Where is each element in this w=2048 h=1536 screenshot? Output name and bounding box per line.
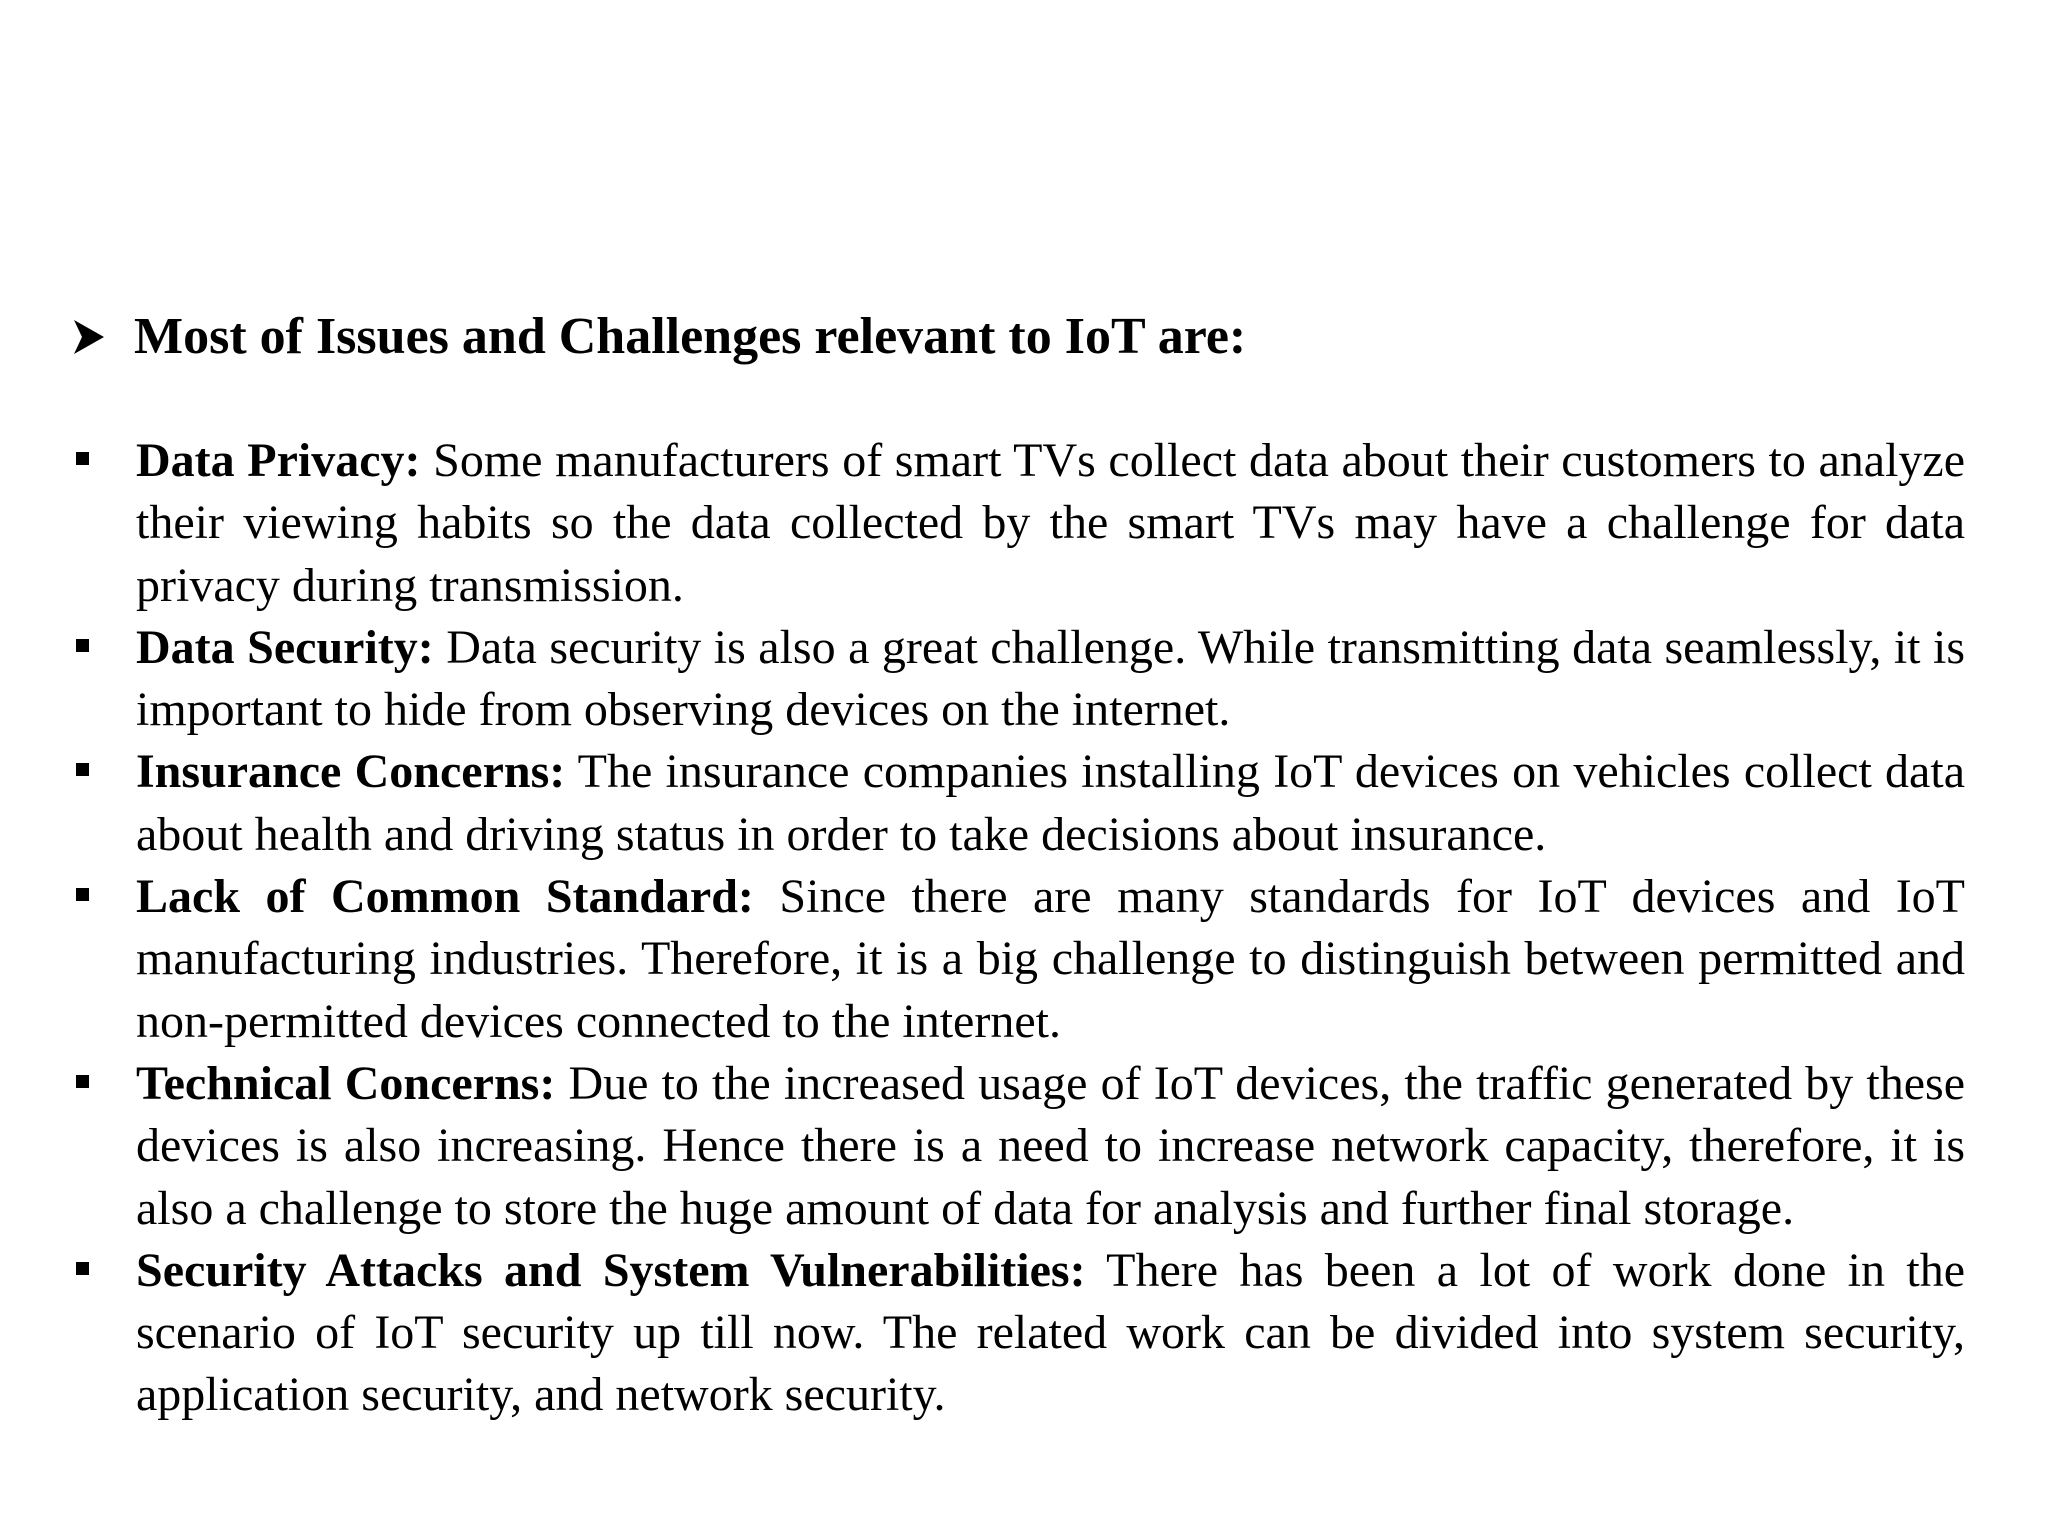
- item-title: Data Privacy:: [136, 434, 421, 487]
- item-text: The insurance companies installing IoT devices on vehicles collect data about health and driving status in order to take decisions about insurance.: [136, 745, 1966, 861]
- heading-row: [72, 306, 1972, 368]
- square-bullet-icon: [76, 1262, 89, 1275]
- item-title: Security Attacks and System Vulnerabilities:: [136, 1243, 1086, 1297]
- item-text: Some manufacturers of smart TVs collect data about their customers to analyze their viewing habits so the data collected by the smart TVs may have a challenge for data privacy during transmission.: [136, 434, 1966, 612]
- list-item-security-attacks: [72, 1240, 1965, 1427]
- list-item-insurance-concerns: [72, 741, 1965, 866]
- item-title: Insurance Concerns:: [136, 745, 566, 799]
- square-bullet-icon: [76, 763, 89, 776]
- list-item-data-security: [72, 617, 1965, 742]
- arrow-bullet-icon: [72, 317, 134, 357]
- item-title: Technical Concerns:: [136, 1056, 556, 1110]
- list-item-technical-concerns: [72, 1053, 1965, 1240]
- item-title: Data Security:: [136, 620, 434, 674]
- list-item-data-privacy: [72, 430, 1965, 617]
- square-bullet-icon: [76, 452, 89, 465]
- square-bullet-icon: [76, 1075, 89, 1088]
- item-title: Lack of Common Standard:: [136, 870, 754, 924]
- challenges-list: [72, 430, 1965, 1427]
- item-text: Since there are many standards for IoT devices and IoT manufacturing industries. Therefore, it is a big challenge to distinguish between permitted and non-permitted devices connected to the internet.: [136, 870, 1966, 1048]
- item-text: Data security is also a great challenge. While transmitting data seamlessly, it is important to hide from observing devices on the internet.: [136, 620, 1966, 737]
- square-bullet-icon: [76, 639, 89, 652]
- square-bullet-icon: [76, 888, 89, 901]
- slide-heading: Most of Issues and Challenges relevant to IoT are:: [134, 308, 1247, 365]
- item-text: Due to the increased usage of IoT devices, the traffic generated by these devices is also increasing. Hence there is a need to increase network capacity, therefore, it is also a challenge to store the huge amount of data for analysis and further final storage.: [136, 1056, 1966, 1235]
- list-item-lack-of-common-standard: [72, 866, 1965, 1053]
- item-text: There has been a lot of work done in the scenario of IoT security up till now. The related work can be divided into system security, application security, and network security.: [136, 1243, 1965, 1422]
